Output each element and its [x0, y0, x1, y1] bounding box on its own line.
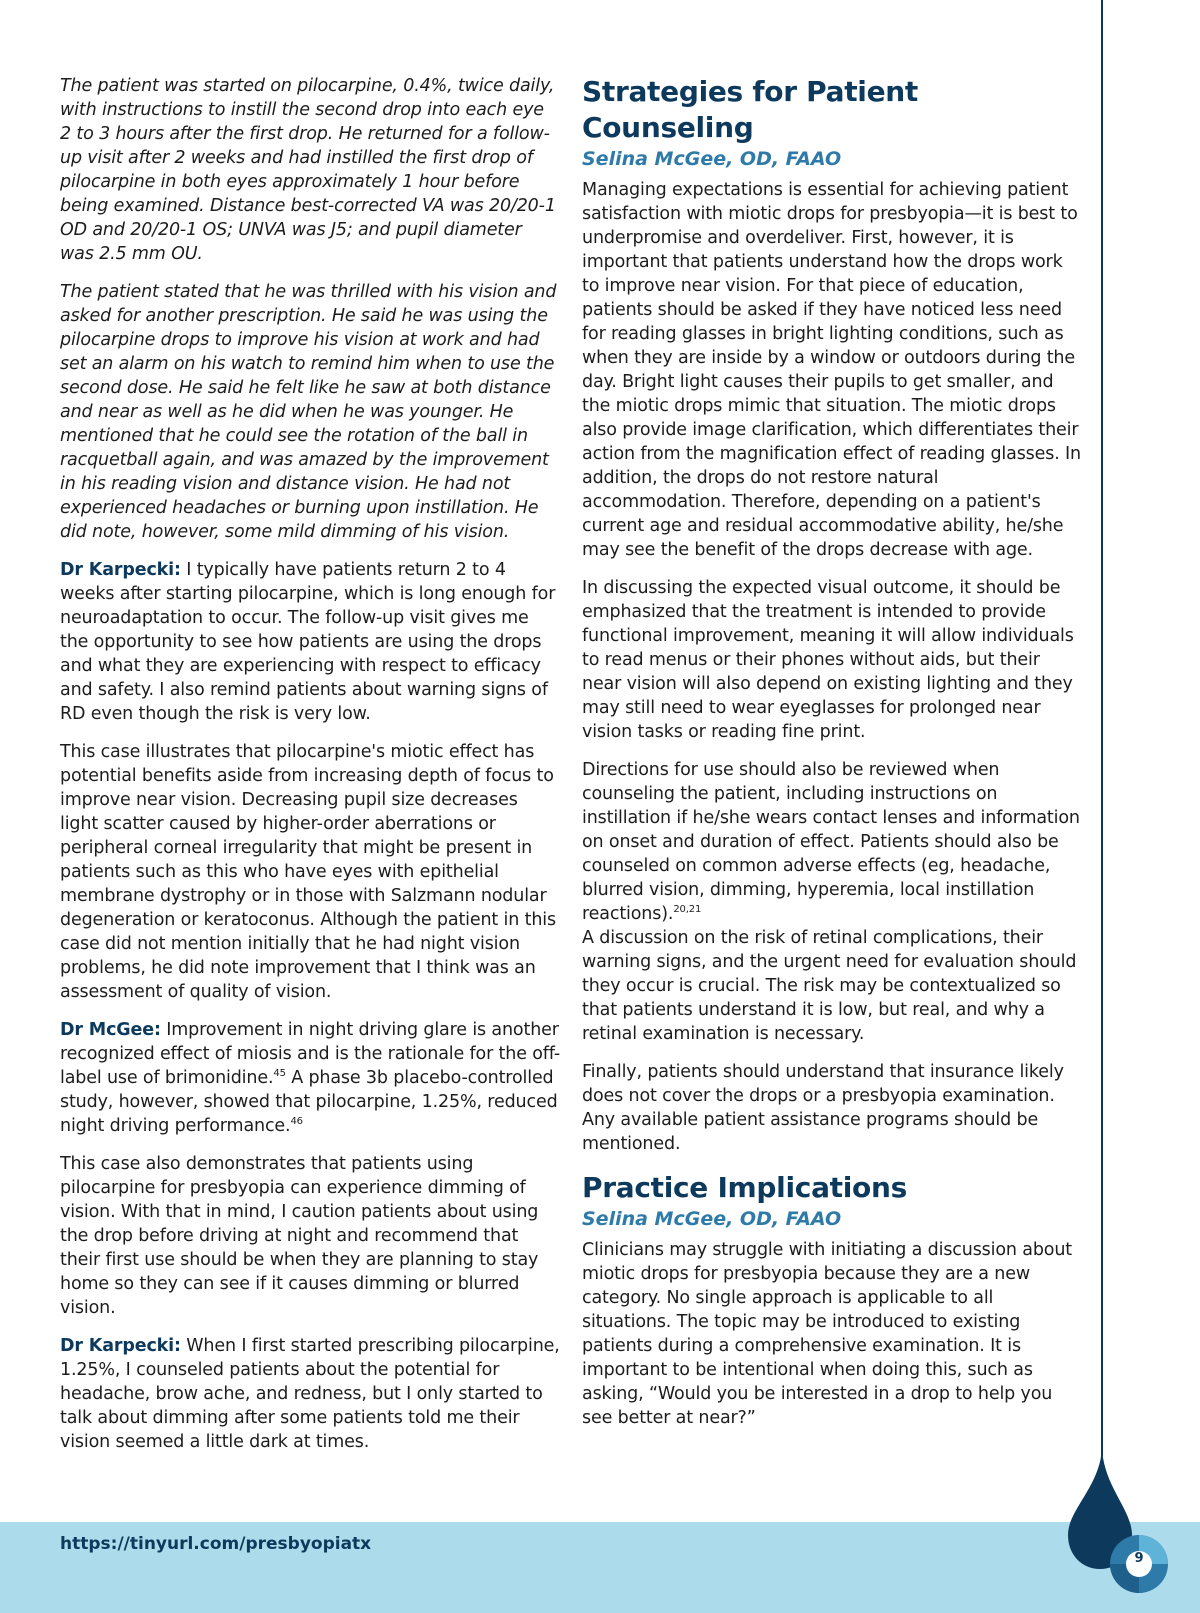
divider-line: [1101, 0, 1103, 1470]
comment-text: When I first started prescribing pilocarpine, 1.25%, I counseled patients about the potential for headache, brow ache, and redness, but I only started to talk about dimming after some patients told me their vision seemed a little dark at times.: [60, 1336, 560, 1452]
footer-url[interactable]: https://tinyurl.com/presbyopiatx: [60, 1534, 372, 1554]
right-column: [582, 74, 1082, 1444]
body-paragraph: Managing expectations is essential for achieving patient satisfaction with miotic drops for presbyopia—it is best to underpromise and overdeliver. First, however, it is important that patients understand how the drops work to improve near vision. For that piece of education, patients should be asked if they have noticed less need for reading glasses in bright lighting conditions, such as when they are inside by a window or outdoors during the day. Bright light causes their pupils to get smaller, and the miotic drops mimic that situation. The miotic drops also provide image clarification, which differentiates their action from the magnification effect of reading glasses. In addition, the drops do not restore natural accommodation. Therefore, depending on a patient's current age and residual accommodative ability, he/she may see the benefit of the drops decrease with age.: [582, 180, 1081, 560]
case-paragraph: The patient was started on pilocarpine, 0.4%, twice daily, with instructions to instill the second drop into each eye 2 to 3 hours after the first drop. He returned for a follow-up visit after 2 weeks and had instilled the first drop of pilocarpine in both eyes approximately 1 hour before being examined. Distance best-corrected VA was 20/20-1 OD and 20/20-1 OS; UNVA was J5; and pupil diameter was 2.5 mm OU.: [60, 76, 556, 264]
body-paragraph: [582, 758, 1082, 1046]
page-number: 9: [1134, 1551, 1144, 1566]
comment-text: A phase 3b placebo-controlled study, however, showed that pilocarpine, 1.25%, reduced night driving performance.: [60, 1068, 558, 1136]
reference-superscript: 20,21: [673, 904, 702, 916]
body-paragraph: Finally, patients should understand that insurance likely does not cover the drops or a presbyopia examination. Any available patient assistance programs should be mentioned.: [582, 1062, 1064, 1154]
body-paragraph: This case also demonstrates that patients using pilocarpine for presbyopia can experience dimming of vision. With that in mind, I caution patients about using the drop before driving at night and recommend that their first use should be when they are planning to stay home so they can see if it causes dimming or blurred vision.: [60, 1154, 539, 1318]
body-paragraph: Clinicians may struggle with initiating a discussion about miotic drops for presbyopia because they are a new category. No single approach is applicable to all situations. The topic may be introduced to existing patients during a comprehensive examination. It is important to be intentional when doing this, such as asking, “Would you be interested in a drop to help you see better at near?”: [582, 1240, 1073, 1428]
case-paragraph: The patient stated that he was thrilled with his vision and asked for another prescription. He said he was using the pilocarpine drops to improve his vision at work and had set an alarm on his watch to remind him when to use the second dose. He said he felt like he saw at both distance and near as well as he did when he was younger. He mentioned that he could see the rotation of the ball in racquetball again, and was amazed by the improvement in his reading vision and distance vision. He had not experienced headaches or burning upon instillation. He did note, however, some mild dimming of his vision.: [60, 282, 557, 542]
section-byline: Selina McGee, OD, FAAO: [582, 148, 842, 170]
comment-text: Improvement in night driving glare is another recognized effect of miosis and is the rationale for the off-label use of brimonidine.: [60, 1020, 561, 1088]
paragraph-text: A discussion on the risk of retinal complications, their warning signs, and the urgent need for evaluation should they occur is crucial. The risk may be contextualized so that patients understand it is low, but real, and why a retinal examination is necessary.: [582, 928, 1077, 1044]
karpecki-comment: [60, 1334, 560, 1454]
speaker-label: Dr McGee:: [60, 1020, 161, 1040]
comment-text: I typically have patients return 2 to 4 weeks after starting pilocarpine, which is long enough for neuroadaptation to occur. The follow-up visit gives me the opportunity to see how patients are using the drops and what they are experiencing with respect to efficacy and safety. I also remind patients about warning signs of RD even though the risk is very low.: [60, 560, 556, 724]
karpecki-comment: [60, 558, 560, 726]
paragraph-text: Directions for use should also be reviewed when counseling the patient, including instructions on instillation if he/she wears contact lenses and information on onset and duration of effect. Patients should also be counseled on common adverse effects (eg, headache, blurred vision, dimming, hyperemia, local instillation reactions).: [582, 760, 1080, 924]
section-heading: Practice Implications: [582, 1171, 907, 1204]
section-byline: Selina McGee, OD, FAAO: [582, 1208, 842, 1230]
section-heading: Strategies for Patient Counseling: [582, 75, 919, 144]
left-column: [60, 74, 560, 1468]
body-paragraph: In discussing the expected visual outcome, it should be emphasized that the treatment is intended to provide functional improvement, meaning it will allow individuals to read menus or their phones without aids, but their near vision will also depend on existing lighting and they may still need to wear eyeglasses for prolonged near vision tasks or reading fine print.: [582, 578, 1074, 742]
reference-superscript: 45: [273, 1068, 286, 1080]
body-paragraph: This case illustrates that pilocarpine's miotic effect has potential benefits aside from increasing depth of focus to improve near vision. Decreasing pupil size decreases light scatter caused by higher-order aberrations or peripheral corneal irregularity that might be present in patients such as this who have eyes with epithelial membrane dystrophy or in those with Salzmann nodular degeneration or keratoconus. Although the patient in this case did not mention initially that he had night vision problems, he did note improvement that I think was an assessment of quality of vision.: [60, 742, 556, 1002]
speaker-label: Dr Karpecki:: [60, 1336, 181, 1356]
reference-superscript: 46: [290, 1116, 303, 1128]
mcgee-comment: [60, 1018, 560, 1138]
speaker-label: Dr Karpecki:: [60, 560, 181, 580]
